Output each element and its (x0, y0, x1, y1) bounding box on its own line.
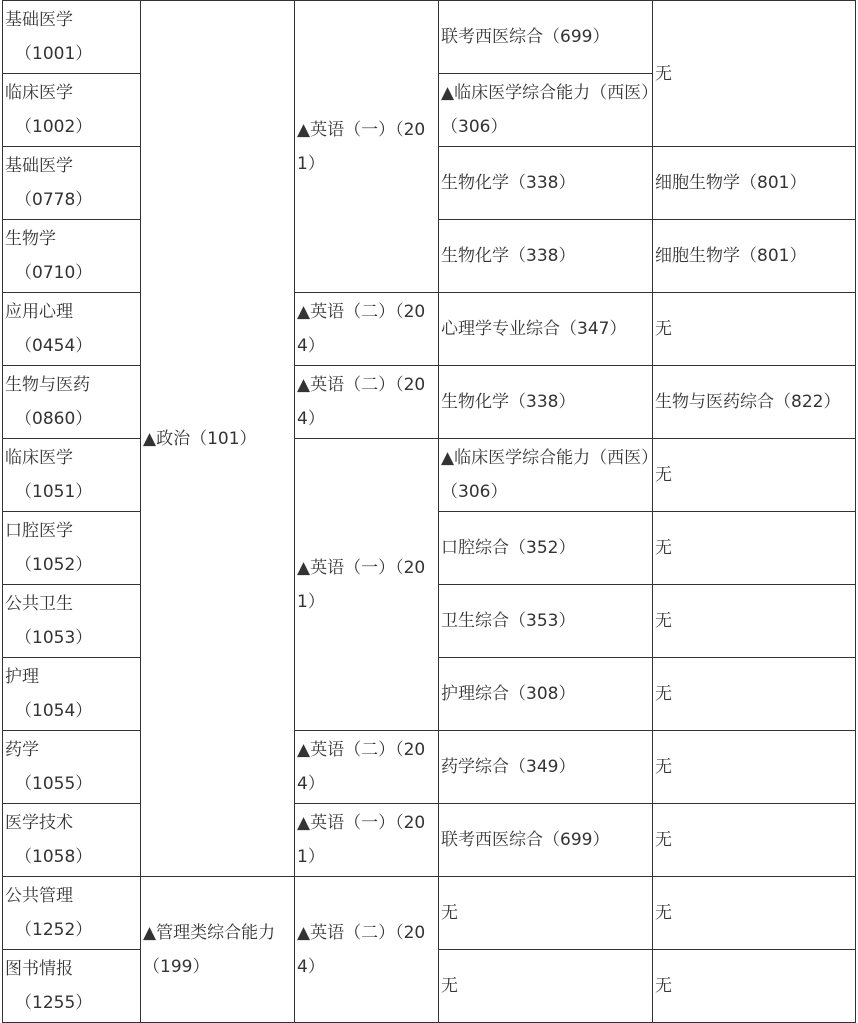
major-name: 临床医学 (5, 448, 73, 468)
major-name: 基础医学 (5, 10, 73, 30)
course2-cell: 无 (653, 804, 856, 877)
foreign-language-cell: ▲英语（二）（204） (295, 731, 439, 804)
exam-subjects-table (2, 0, 856, 1023)
foreign-language-cell: ▲英语（一）（201） (295, 1, 439, 293)
major-cell (3, 147, 141, 220)
course2-cell: 无 (653, 439, 856, 512)
major-name: 应用心理 (5, 302, 73, 322)
course1-cell: 生物化学（338） (439, 220, 653, 293)
major-code: （0778） (15, 190, 93, 210)
major-cell (3, 585, 141, 658)
major-name: 生物学 (5, 229, 56, 249)
major-cell (3, 293, 141, 366)
major-cell (3, 220, 141, 293)
major-code: （1051） (15, 482, 93, 502)
major-cell (3, 1, 141, 74)
major-code: （1055） (15, 774, 93, 794)
course1-cell: 心理学专业综合（347） (439, 293, 653, 366)
major-code: （1001） (15, 44, 93, 64)
major-name: 口腔医学 (5, 521, 73, 541)
course1-cell: 联考西医综合（699） (439, 804, 653, 877)
course1-cell: 口腔综合（352） (439, 512, 653, 585)
major-name: 基础医学 (5, 156, 73, 176)
course1-cell: 卫生综合（353） (439, 585, 653, 658)
course2-cell: 无 (653, 658, 856, 731)
major-code: （1053） (15, 628, 93, 648)
course2-cell: 细胞生物学（801） (653, 147, 856, 220)
course1-cell: ▲临床医学综合能力（西医）（306） (439, 74, 653, 147)
course2-cell: 无 (653, 585, 856, 658)
table-row (3, 439, 856, 512)
major-name: 临床医学 (5, 83, 73, 103)
major-name: 生物与医药 (5, 375, 90, 395)
table-row (3, 1, 856, 74)
table-row (3, 804, 856, 877)
major-name: 医学技术 (5, 813, 73, 833)
foreign-language-cell: ▲英语（二）（204） (295, 877, 439, 1023)
table-row (3, 877, 856, 950)
course2-cell: 无 (653, 950, 856, 1023)
course1-cell: 药学综合（349） (439, 731, 653, 804)
major-name: 图书情报 (5, 959, 73, 979)
course1-cell: 生物化学（338） (439, 366, 653, 439)
foreign-language-cell: ▲英语（二）（204） (295, 366, 439, 439)
course1-cell: 无 (439, 877, 653, 950)
major-cell (3, 804, 141, 877)
course1-cell: 护理综合（308） (439, 658, 653, 731)
major-code: （1058） (15, 847, 93, 867)
major-cell (3, 366, 141, 439)
major-name: 公共卫生 (5, 594, 73, 614)
course1-cell: 生物化学（338） (439, 147, 653, 220)
major-cell (3, 658, 141, 731)
major-code: （1252） (15, 920, 93, 940)
major-cell (3, 877, 141, 950)
course1-cell: ▲临床医学综合能力（西医）（306） (439, 439, 653, 512)
course2-cell: 无 (653, 512, 856, 585)
table-row (3, 731, 856, 804)
course2-cell: 无 (653, 293, 856, 366)
major-name: 护理 (5, 667, 39, 687)
foreign-language-cell: ▲英语（一）（201） (295, 804, 439, 877)
major-code: （1054） (15, 701, 93, 721)
course1-cell: 无 (439, 950, 653, 1023)
politics-cell: ▲管理类综合能力（199） (141, 877, 295, 1023)
major-code: （0454） (15, 336, 93, 356)
major-cell (3, 731, 141, 804)
major-cell (3, 74, 141, 147)
major-cell (3, 950, 141, 1023)
major-code: （1052） (15, 555, 93, 575)
foreign-language-cell: ▲英语（二）（204） (295, 293, 439, 366)
course2-cell: 细胞生物学（801） (653, 220, 856, 293)
major-cell (3, 512, 141, 585)
foreign-language-cell: ▲英语（一）（201） (295, 439, 439, 731)
major-code: （1255） (15, 993, 93, 1013)
course1-cell: 联考西医综合（699） (439, 1, 653, 74)
course2-cell: 无 (653, 1, 856, 147)
major-name: 公共管理 (5, 886, 73, 906)
table-row (3, 366, 856, 439)
course2-cell: 生物与医药综合（822） (653, 366, 856, 439)
politics-cell: ▲政治（101） (141, 1, 295, 877)
course2-cell: 无 (653, 731, 856, 804)
major-cell (3, 439, 141, 512)
major-code: （0860） (15, 409, 93, 429)
major-code: （1002） (15, 117, 93, 137)
major-name: 药学 (5, 740, 39, 760)
table-row (3, 293, 856, 366)
course2-cell: 无 (653, 877, 856, 950)
major-code: （0710） (15, 263, 93, 283)
